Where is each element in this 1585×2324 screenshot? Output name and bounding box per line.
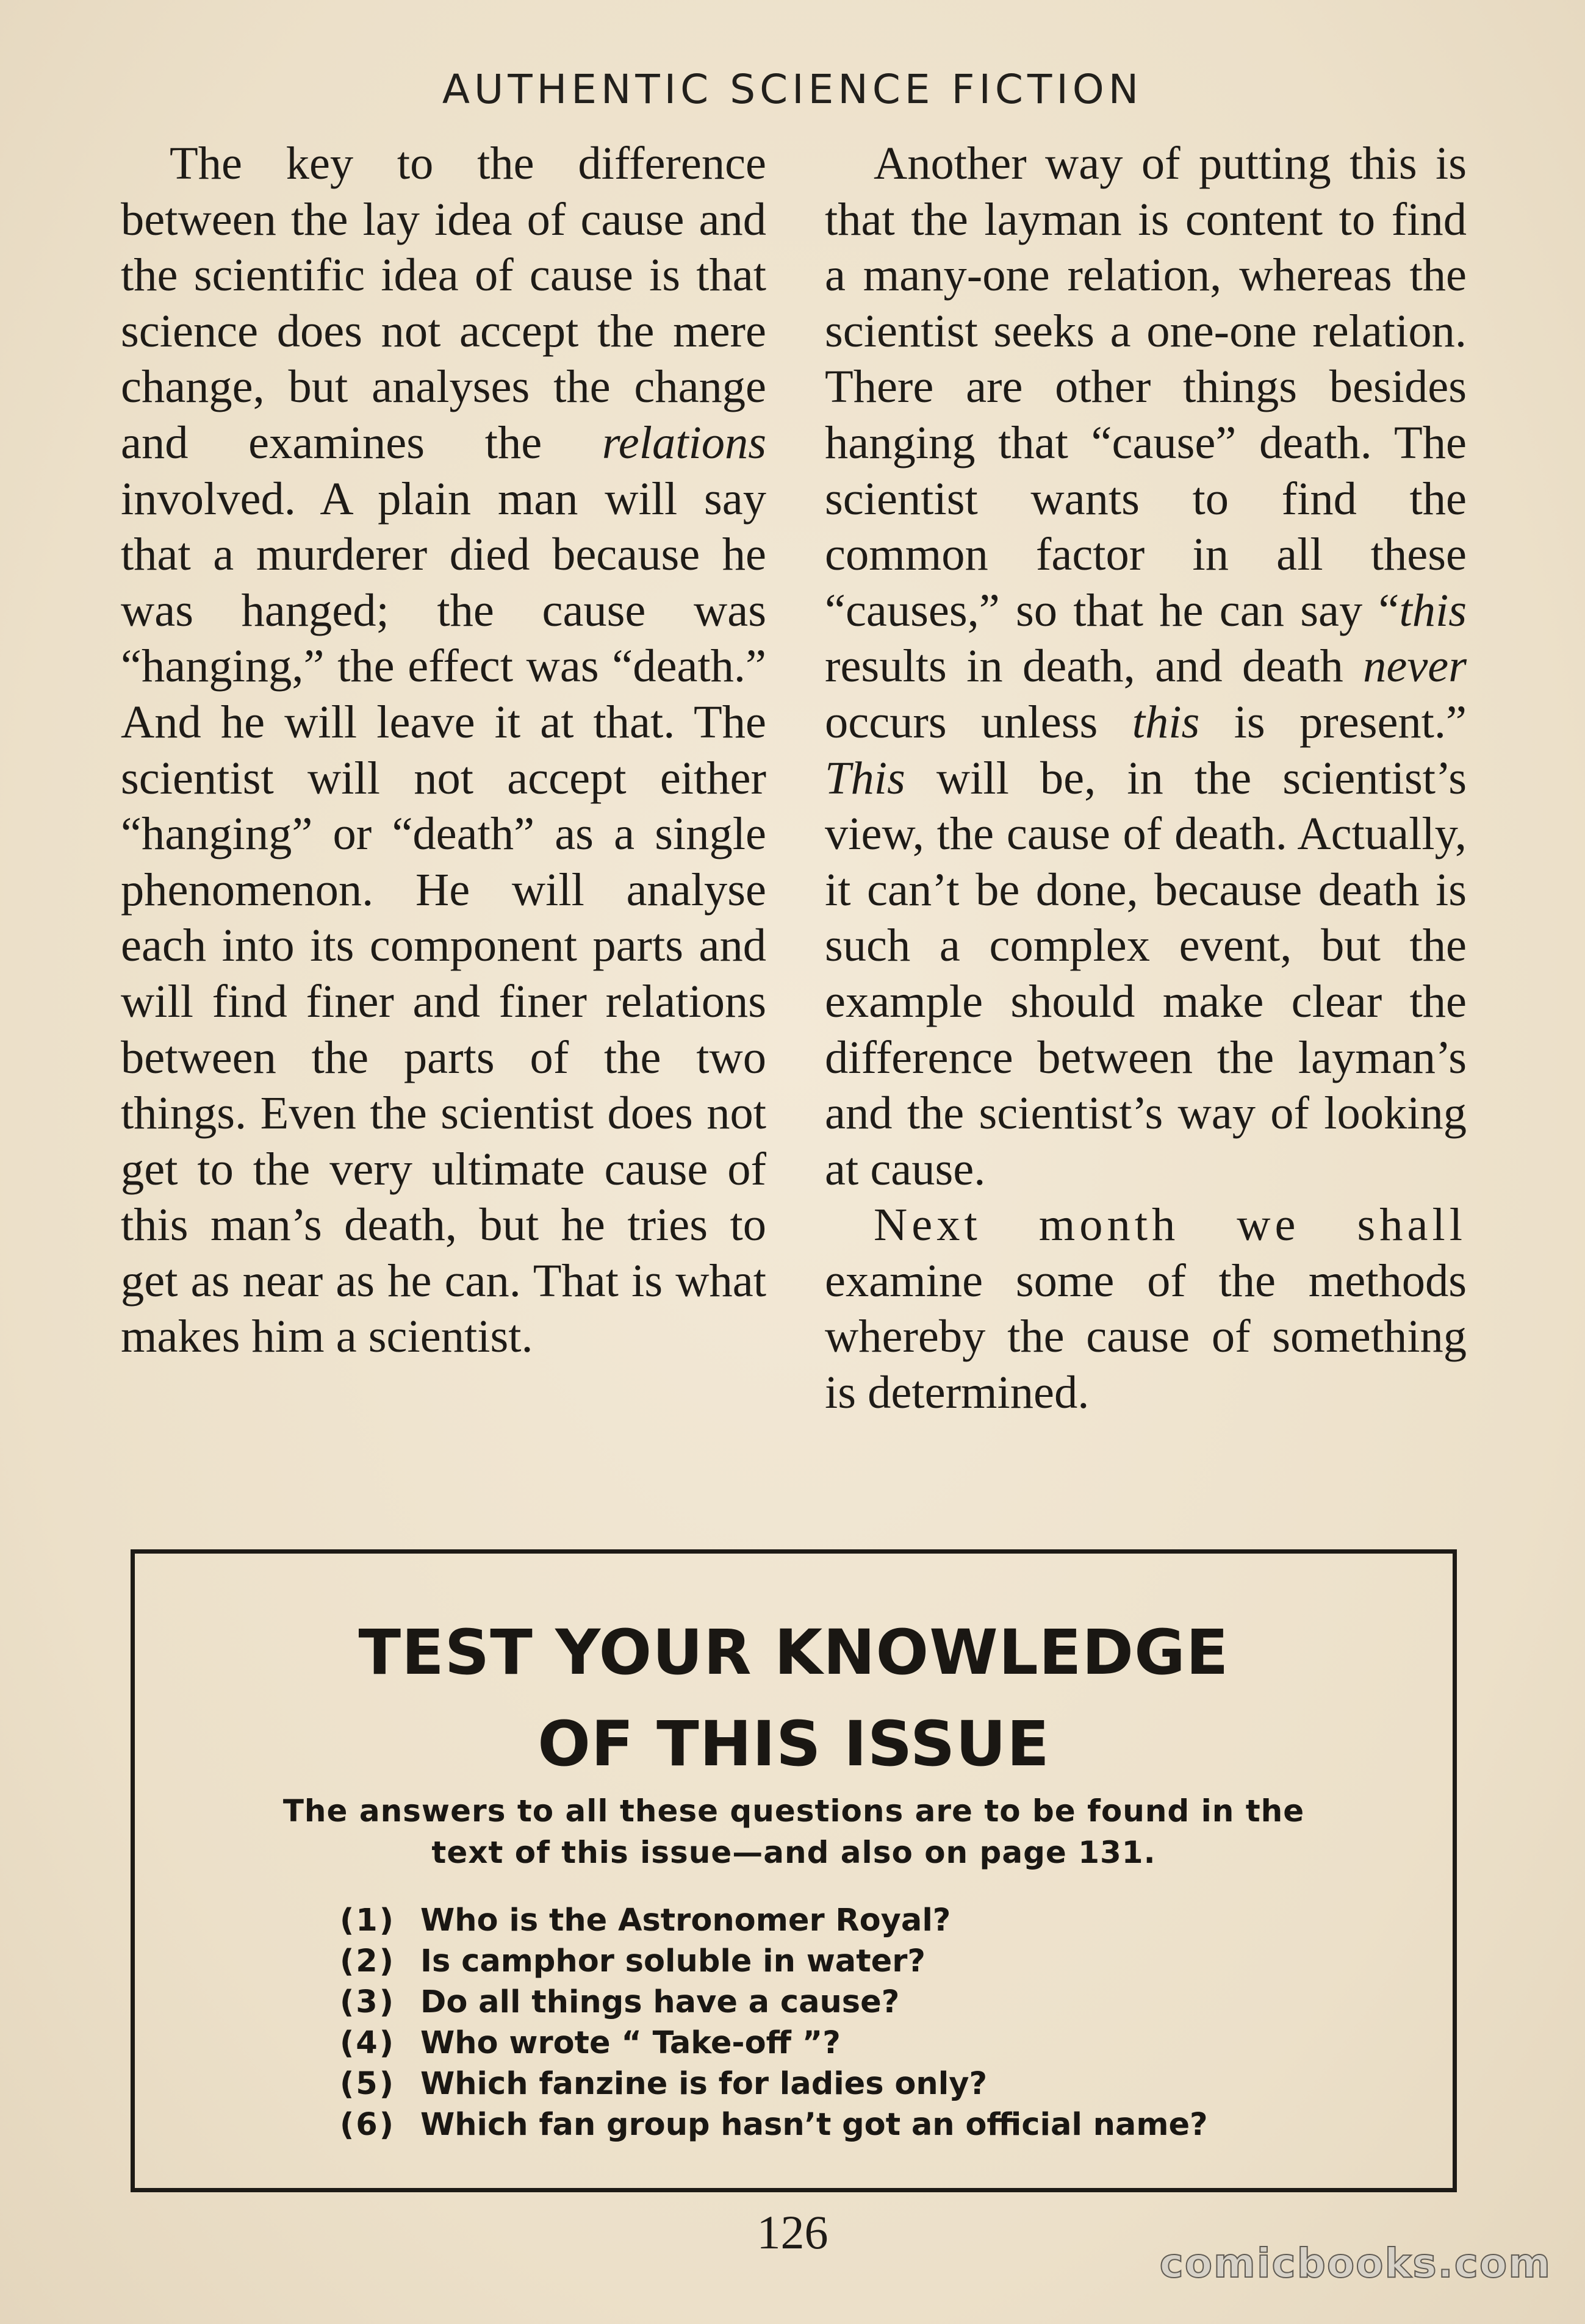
text-run: Another way of putting this is that the layman is content to find a many-one relation, whereas the scientist seeks a one-one relation. There are other things besides hanging that “cause” death. The scientist wants to find the common factor in all these “causes,” so that he can say “ [825,137,1467,636]
text-run: is present.” [1199,695,1467,748]
emphasis: This [825,751,905,804]
article-paragraph [825,135,1467,1197]
quiz-title: OF THIS ISSUE [537,1708,1050,1781]
text-run: The key to the difference between the lay idea of cause and the scientific idea of cause is that science does not accept the mere change, but analyses the change and examines the [121,137,766,468]
page-number: 126 [757,2206,828,2259]
question-text: Which fanzine is for ladies only? [420,2066,988,2102]
quiz-question [340,1900,1208,1941]
quiz-question [340,1941,1208,1982]
article-column-right [825,135,1467,1421]
text-run: results in death, and death [825,640,1364,692]
article-column-left [121,135,766,1365]
question-number: (3) [340,1984,396,2020]
running-header: AUTHENTIC SCIENCE FICTION [442,66,1143,113]
emphasis: this [1132,695,1200,748]
quiz-question [340,2064,1208,2104]
quiz-question-list [340,1900,1208,2145]
question-text: Who wrote “ Take-off ”? [420,2025,841,2061]
quiz-question [340,1982,1208,2023]
watermark-logo: comicbooks.com [1159,2240,1551,2287]
question-number: (1) [340,1903,396,1938]
question-text: Do all things have a cause? [420,1984,900,2020]
emphasis: never [1363,640,1467,692]
article-paragraph [121,135,766,1365]
text-run: involved. A plain man will say that a murderer died because he was hanged; the cause was “hanging,” the effect was “death.” And he will leave it at that. The scientist will not accept either “hanging” or “death” as a single phenomenon. He will analyse each into its component parts and will find finer and finer relations between the parts of the two things. Even the scientist does not get to the very ultimate cause of this man’s death, but he tries to get as near as he can. That is what makes him a scientist. [121,472,766,1363]
quiz-question [340,2104,1208,2145]
question-text: Who is the Astronomer Royal? [420,1903,951,1938]
question-number: (2) [340,1943,396,1979]
quiz-intro: The answers to all these questions are to be found in the [282,1793,1305,1829]
quiz-question [340,2023,1208,2064]
text-run: will be, in the scientist’s view, the cause of death. Actually, it can’t be done, because death is such a complex event, but the example should make clear the difference between the layman’s and the scientist’s way of looking at cause. [825,751,1467,1195]
quiz-box [131,1549,1457,2192]
text-run-spaced: Next month we shall [874,1199,1467,1251]
text-run: occurs unless [825,695,1132,748]
quiz-intro: text of this issue—and also on page 131. [431,1835,1156,1870]
quiz-title: TEST YOUR KNOWLEDGE [358,1616,1229,1689]
emphasis: relations [602,416,766,468]
question-text: Is camphor soluble in water? [420,1943,925,1979]
question-number: (5) [340,2066,396,2102]
question-text: Which fan group hasn’t got an official name? [420,2107,1208,2143]
emphasis: this [1399,584,1467,636]
question-number: (6) [340,2107,396,2143]
question-number: (4) [340,2025,396,2061]
text-run: examine some of the methods whereby the cause of something is determined. [825,1254,1467,1419]
article-paragraph [825,1197,1467,1420]
